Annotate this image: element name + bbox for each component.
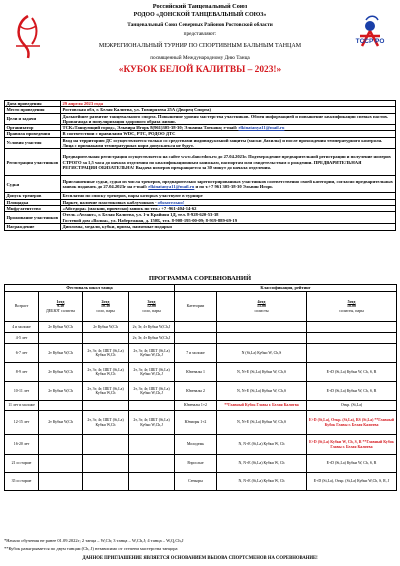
value: Ростовская обл, г. Белая Калитва, ул. Тимирязева 25А (Дворец Спорта) xyxy=(61,107,396,113)
value: В соответствии с правилами WDC, РТС, РОДОО ДТС xyxy=(61,131,396,137)
section-header-row xyxy=(5,285,397,292)
label: Дата проведения xyxy=(5,101,61,107)
table-row xyxy=(5,455,397,473)
s5: E+D (St,La) Кубки W, Ch, S, R xyxy=(307,455,397,473)
s4: N, N+E (St,La) Кубки W, Ch,S xyxy=(217,411,307,435)
s3: 2т, 3т, 4т, ШБТ (St,La) Кубки W,Ch,J xyxy=(129,411,175,435)
s3 xyxy=(129,401,175,411)
value: «Айседора» (маскии, прически) запись по тел.: +7 -961-404-14-62 xyxy=(61,205,396,211)
s3: 2т, 3т, 4т, ШБТ (St,La) Кубки W,Ch,J xyxy=(129,344,175,363)
s1 xyxy=(39,473,83,491)
col-category: Категории xyxy=(175,292,217,322)
s5: E+D (St,La), Откр. (St,La), RS (St,La) **Главный Кубок Главы г. Белая Калитва xyxy=(307,411,397,435)
s1 xyxy=(39,333,83,344)
table-row xyxy=(5,333,397,344)
col-session-1 xyxy=(39,292,83,322)
label: Проживание участников xyxy=(5,212,61,224)
s4-label: 4отд xyxy=(257,298,266,304)
registration-text: Предварительная регистрация осуществляется на сайте www.dancedon.ru до 27.04.2023г. Подтверждение предварительной регистрации и получение номеров СТРОГО за 1,5 часа до начала отделения по квалификационным книжкам, паспортам или свидетельствам о рождении. xyxy=(62,154,391,165)
s4-sub: солисты xyxy=(254,307,269,313)
s2: 2т, 3т, 4т, ШБТ (St,La) Кубки W,Ch xyxy=(83,363,129,382)
age: 35 и старше xyxy=(5,473,39,491)
age: 21 и старше xyxy=(5,455,39,473)
label: Организатор xyxy=(5,125,61,131)
age: 8-9 лет xyxy=(5,363,39,382)
label: Мнфд-агентство xyxy=(5,205,61,211)
cat: Ювеналы 2 xyxy=(175,382,217,401)
value: Бесплатно по списку тренеров, пары которых участвуют в турнире xyxy=(61,193,396,199)
value: 29 апреля 2023 года xyxy=(61,101,396,107)
s3-time: 12.00 xyxy=(147,303,156,309)
s3-sub: соло, пары xyxy=(142,307,161,313)
s3-label: 3отд xyxy=(147,298,156,304)
label: Допуск тренеров xyxy=(5,193,61,199)
s2: 2т, 3т, 4т, ШБТ (St,La) Кубки W,Ch xyxy=(83,382,129,401)
info-row-goals xyxy=(5,113,396,125)
table-row xyxy=(5,435,397,455)
tssr-logo-icon xyxy=(348,12,392,58)
s4: N, N+E (St,La) Кубки W, Ch xyxy=(217,473,307,491)
s4: N, N+E (St,La) Кубки W, Ch xyxy=(217,455,307,473)
label: Площадка xyxy=(5,199,61,205)
cat: Молодежь xyxy=(175,435,217,455)
age: 4-5 лет xyxy=(5,333,39,344)
info-row-conditions xyxy=(5,137,396,149)
label: Регистрация участников xyxy=(5,149,61,176)
s4: N, N+E (St,La) Кубки W, Ch,S xyxy=(217,382,307,401)
floor-mandatory: обязательно! xyxy=(157,199,185,205)
header xyxy=(0,0,400,100)
s3: 2т, 3т, 4т, ШБТ (St,La) Кубки W,Ch,J xyxy=(129,382,175,401)
label: Награждение xyxy=(5,224,61,230)
column-header-row xyxy=(5,292,397,322)
s3 xyxy=(129,455,175,473)
s2 xyxy=(83,401,129,411)
label: Цели и задачи xyxy=(5,113,61,125)
info-table xyxy=(4,100,396,231)
s2: 2т Кубки W,Ch xyxy=(83,322,129,333)
info-row-awards xyxy=(5,224,396,230)
s5 xyxy=(307,344,397,363)
registration-note: Выдача номеров прекращается за 30 минут до начала отделения. xyxy=(134,165,272,171)
label: Правила проведения xyxy=(5,131,61,137)
s2 xyxy=(83,435,129,455)
age: 10-11 лет xyxy=(5,382,39,401)
dedication-line: посвященный Международному Дню Танца xyxy=(150,55,250,61)
s4: N (St,La) Кубки W, Ch,S xyxy=(217,344,307,363)
table-row xyxy=(5,411,397,435)
age: 11 лет и моложе xyxy=(5,401,39,411)
judges-email-link[interactable]: elkinatanya11@mail.ru xyxy=(148,184,195,190)
cat: Юниоры 1+2 xyxy=(175,411,217,435)
s3 xyxy=(129,435,175,455)
s5: E+D (St,La), Откр. (St,La) Кубки W,Ch, S, R, J xyxy=(307,473,397,491)
s1: 2т Кубки W,Ch xyxy=(39,322,83,333)
s4: N, N+E (St,La) Кубки W, Ch,S xyxy=(217,363,307,382)
invitation-notice: ДАННОЕ ПРИГЛАШЕНИЕ ЯВЛЯЕТСЯ ОСНОВАНИЕМ ВЫЗОВА СПОРТСМЕНОВ НА СОРЕВНОВАНИЕ! xyxy=(82,556,318,561)
s5 xyxy=(307,333,397,344)
s4 xyxy=(217,322,307,333)
s3: 2т, 3т, 4т Кубки W,Ch,J xyxy=(129,322,175,333)
tssr-logo-text: TCCP PO xyxy=(355,38,385,45)
s3: 2т, 3т, 4т Кубки W,Ch,J xyxy=(129,333,175,344)
age: 4 и моложе xyxy=(5,322,39,333)
s1: 2т Кубки W,Ch xyxy=(39,411,83,435)
s1-time: 9.30 xyxy=(57,303,64,309)
program-title: ПРОГРАММА СОРЕВНОВАНИЙ xyxy=(148,275,252,282)
cat: Взрослые xyxy=(175,455,217,473)
s1: 2т Кубки W,Ch xyxy=(39,363,83,382)
cat: Сеньоры xyxy=(175,473,217,491)
s1 xyxy=(39,401,83,411)
registration-required: ПРЕДВАРИТЕЛЬНАЯ РЕГИСТРАЦИЯ ОБЯЗАТЕЛЬНА! xyxy=(62,159,362,171)
value: Дипломы, медали, кубки, призы, памятные подарки xyxy=(61,224,396,230)
judges-text: Приглашенные судьи, судьи из числа тренеров, предварительно зарегистрированных участников соответственно своей категории, согласно предварительных заявок подавать до 27.04.2023г на e-mail: xyxy=(62,179,393,190)
s2-time: 10.30 xyxy=(101,303,110,309)
footnote-1: *Начало обучения не ранее 01.09.2022г; 2 танца – W,Ch; 3 танца – W,Ch,J; 4 танца – W,Q,Ch,J xyxy=(4,538,184,543)
program-table xyxy=(4,284,397,491)
org-line-1: Российский Танцевальный Союз xyxy=(152,3,248,10)
col-session-5 xyxy=(307,292,397,322)
s2-label: 2отд xyxy=(101,298,110,304)
hotel-line: Отель «Атлант», г. Белая Калитва, ул. 1-я Крайняя 1Д, тел. 8-928-620-53-38 xyxy=(62,212,219,218)
value xyxy=(61,212,396,224)
s5: E+D (St,La) Кубки W, Ch, S, R xyxy=(307,382,397,401)
organizer-text: ТСК«Танцующий город», Эльвира Игорь 8(961)305-38-30; Эльвина Татьяна; e-mail: xyxy=(62,125,239,131)
table-row xyxy=(5,344,397,363)
s1-label: 1отд xyxy=(56,298,65,304)
col-session-4 xyxy=(217,292,307,322)
s1: 2т Кубки W,Ch xyxy=(39,344,83,363)
age: 12-15 лет xyxy=(5,411,39,435)
s5 xyxy=(307,322,397,333)
label: Место проведения xyxy=(5,107,61,113)
s2: 2т, 3т, 4т, ШБТ (St,La) Кубки W,Ch xyxy=(83,411,129,435)
event-title: «КУБОК БЕЛОЙ КАЛИТВЫ – 2023!» xyxy=(118,65,282,75)
s4: **Главный Кубок Главы г. Белая Калитва xyxy=(217,401,307,411)
s5: Откр. (St,La) xyxy=(307,401,397,411)
cat xyxy=(175,322,217,333)
s5-label: 5отд xyxy=(347,298,356,304)
table-row xyxy=(5,382,397,401)
col-session-2 xyxy=(83,292,129,322)
s5: E+D (St,La) Кубки W, Ch, S, R xyxy=(307,363,397,382)
tournament-line: МЕЖРЕГИОНАЛЬНЫЙ ТУРНИР ПО СПОРТИВНЫМ БАЛЬНЫМ ТАНЦАМ xyxy=(98,43,302,49)
info-row-accommodation xyxy=(5,212,396,224)
s3 xyxy=(129,473,175,491)
guesthouse-line: Гостевой дом «Волна», ул. Набережная, д. 150Б, тел. 8-908-195-00-09; 8-919-889-69-19 xyxy=(62,217,238,223)
info-row-judges xyxy=(5,176,396,193)
s2 xyxy=(83,333,129,344)
classification-header: Классификация, рейтинг xyxy=(175,285,397,292)
cat: 7 и моложе xyxy=(175,344,217,363)
label: Судьи xyxy=(5,176,61,193)
age: 6-7 лет xyxy=(5,344,39,363)
s2: 2т, 3т, 4т, ШБТ (St,La) Кубки W,Ch xyxy=(83,344,129,363)
cat: Ювеналы 1+2 xyxy=(175,401,217,411)
s5: E+D (St,La) Кубки W, Ch, S, R **Главный Кубок Главы г. Белая Калитва xyxy=(307,435,397,455)
org-line-3: Танцевальный Союз Северных Районов Ростовской области xyxy=(127,22,273,28)
label: Условия участия xyxy=(5,137,61,149)
footnote-2: **Кубок разыгрывается по двум танцам (Ch, J) независимо от степени мастерства танцора xyxy=(4,546,178,551)
table-row xyxy=(5,322,397,333)
s1 xyxy=(39,435,83,455)
value: Вход на территорию ДС осуществляется только со средствами индивидуальной защиты (маски ,бахилы) и после прохождения температурного контроля. Лица с признаками температурных норм допускаться не будут. xyxy=(61,137,396,149)
s2 xyxy=(83,455,129,473)
s5-sub: солисты, пары xyxy=(339,307,364,313)
s3: 2т, 3т, 4т, ШБТ (St,La) Кубки W,Ch,J xyxy=(129,363,175,382)
judges-phone: и по т.+7 961 305-38-30 Эльвин Игорь xyxy=(194,184,273,190)
organizer-email-link[interactable]: elkinatanya11@mail.ru xyxy=(238,125,285,131)
s1 xyxy=(39,455,83,473)
table-row xyxy=(5,473,397,491)
table-row xyxy=(5,401,397,411)
table-row xyxy=(5,363,397,382)
s2 xyxy=(83,473,129,491)
s4 xyxy=(217,333,307,344)
s2-sub: соло, пары xyxy=(96,307,115,313)
org-line-2: РОДОО «ДОНСКОЙ ТАНЦЕВАЛЬНЫЙ СОЮЗ» xyxy=(133,12,267,18)
s1-sub: ДЕБЮТ солисты xyxy=(46,307,75,313)
s4-time: 15.00 xyxy=(257,303,266,309)
s1: 2т Кубки W,Ch xyxy=(39,382,83,401)
info-row-registration xyxy=(5,149,396,176)
rts-logo-icon xyxy=(8,12,48,60)
cat xyxy=(175,333,217,344)
col-session-3 xyxy=(129,292,175,322)
cat: Ювеналы 1 xyxy=(175,363,217,382)
value xyxy=(61,149,396,176)
age: 16-20 лет xyxy=(5,435,39,455)
s5-time: 18.00 xyxy=(347,303,356,309)
festival-header: Фестиваль школ танца xyxy=(5,285,175,292)
value: Дальнейшее развитие танцевального спорта. Повышение уровня мастерства участников. Обмен информацией и повышение квалификации спевых пастов. Пропаганда и популяризация здорового образа жизни. xyxy=(61,113,396,125)
floor-text: Паркет, наличие пластиковых каблучонков - xyxy=(62,199,158,205)
col-age: Возраст xyxy=(5,292,39,322)
presents-line: представляют: xyxy=(183,31,217,37)
s4: N, N+E (St,La) Кубки W, Ch xyxy=(217,435,307,455)
value xyxy=(61,176,396,193)
